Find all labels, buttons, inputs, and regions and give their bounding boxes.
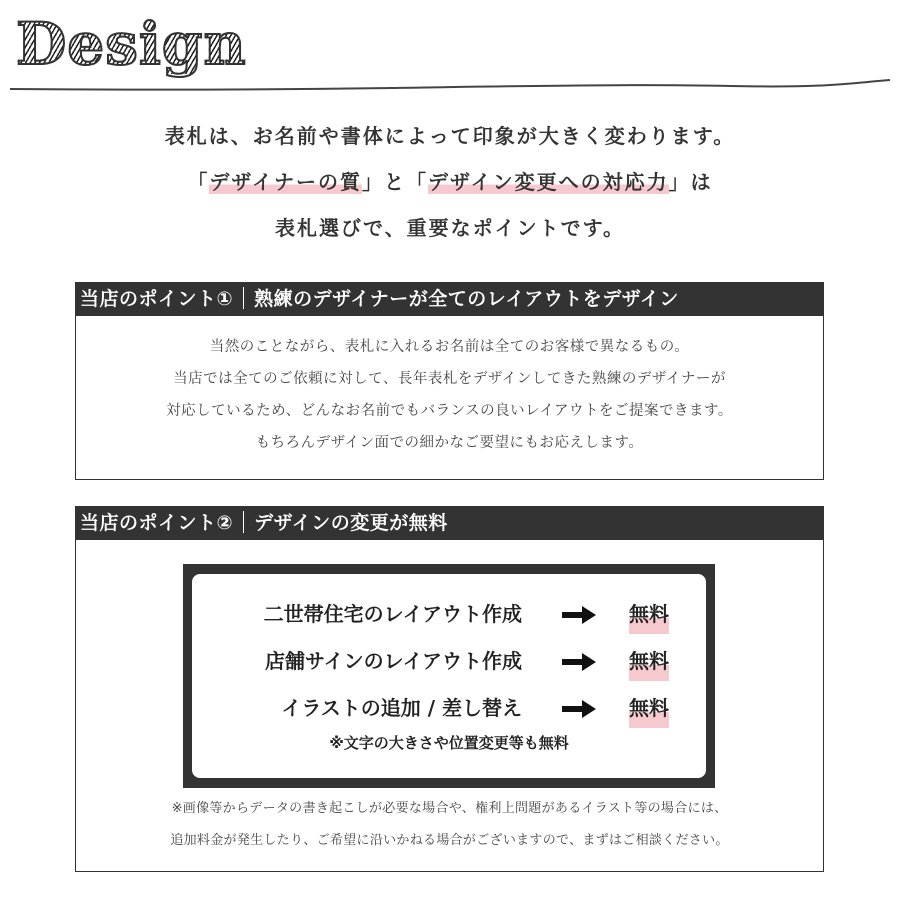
intro-highlight-designer-quality: デザイナーの質 bbox=[209, 170, 362, 194]
point-1-line: 当店では全てのご依頼に対して、長年表札をデザインしてきた熟練のデザイナーが bbox=[173, 371, 726, 387]
free-changes-card bbox=[192, 574, 706, 778]
header-divider bbox=[243, 511, 244, 533]
free-changes-panel bbox=[183, 564, 715, 788]
free-row bbox=[192, 594, 706, 634]
intro-line-3: 表札選びで、重要なポイントです。 bbox=[275, 216, 625, 240]
intro-line-2-open: 「 bbox=[187, 170, 210, 194]
point-2-header bbox=[76, 507, 823, 540]
free-row bbox=[192, 641, 706, 681]
header-divider bbox=[243, 287, 244, 309]
point-1-header bbox=[76, 283, 823, 316]
intro-highlight-design-change: デザイン変更への対応力 bbox=[428, 170, 669, 194]
free-value: 無料 bbox=[629, 688, 669, 728]
point-2-label: 当店のポイント② bbox=[80, 512, 234, 534]
arrow-right-icon bbox=[562, 606, 596, 624]
point-1-line: もちろんデザイン面での細かなご要望にもお応えします。 bbox=[255, 435, 644, 451]
point-1-label: 当店のポイント① bbox=[80, 288, 234, 310]
free-row bbox=[192, 688, 706, 728]
intro-line-2-mid: 」と「 bbox=[362, 170, 428, 194]
arrow-right-icon bbox=[562, 700, 596, 718]
panel-note: ※文字の大きさや位置変更等も無料 bbox=[329, 734, 569, 752]
free-row-label: イラストの追加 / 差し替え bbox=[281, 696, 522, 720]
title-underline bbox=[10, 78, 890, 94]
intro bbox=[0, 113, 900, 251]
point-2-title: デザインの変更が無料 bbox=[254, 512, 448, 534]
point-1-line: 対応しているため、どんなお名前でもバランスの良いレイアウトをご提案できます。 bbox=[166, 403, 733, 419]
free-value: 無料 bbox=[629, 594, 669, 634]
arrow-right-icon bbox=[562, 653, 596, 671]
footnote-line: 追加料金が発生したり、ご希望に沿いかねる場合がございますので、まずはご相談ください。 bbox=[170, 833, 729, 848]
page-title: Design bbox=[16, 10, 247, 78]
point-1-title: 熟練のデザイナーが全てのレイアウトをデザイン bbox=[254, 288, 679, 310]
free-row-label: 二世帯住宅のレイアウト作成 bbox=[263, 602, 522, 626]
intro-line-2 bbox=[0, 159, 900, 205]
free-value: 無料 bbox=[629, 641, 669, 681]
point-2-box bbox=[75, 506, 824, 872]
footnote-line: ※画像等からデータの書き起こしが必要な場合や、権利上問題があるイラスト等の場合には、 bbox=[171, 801, 728, 816]
intro-line-2-end: 」は bbox=[668, 170, 713, 194]
point-2-footnote bbox=[76, 793, 823, 857]
point-1-box bbox=[75, 282, 824, 480]
point-1-body bbox=[76, 316, 823, 459]
intro-line-1: 表札は、お名前や書体によって印象が大きく変わります。 bbox=[164, 124, 736, 148]
free-row-label: 店舗サインのレイアウト作成 bbox=[265, 649, 522, 673]
point-1-line: 当然のことながら、表札に入れるお名前は全てのお客様で異なるもの。 bbox=[209, 339, 690, 355]
